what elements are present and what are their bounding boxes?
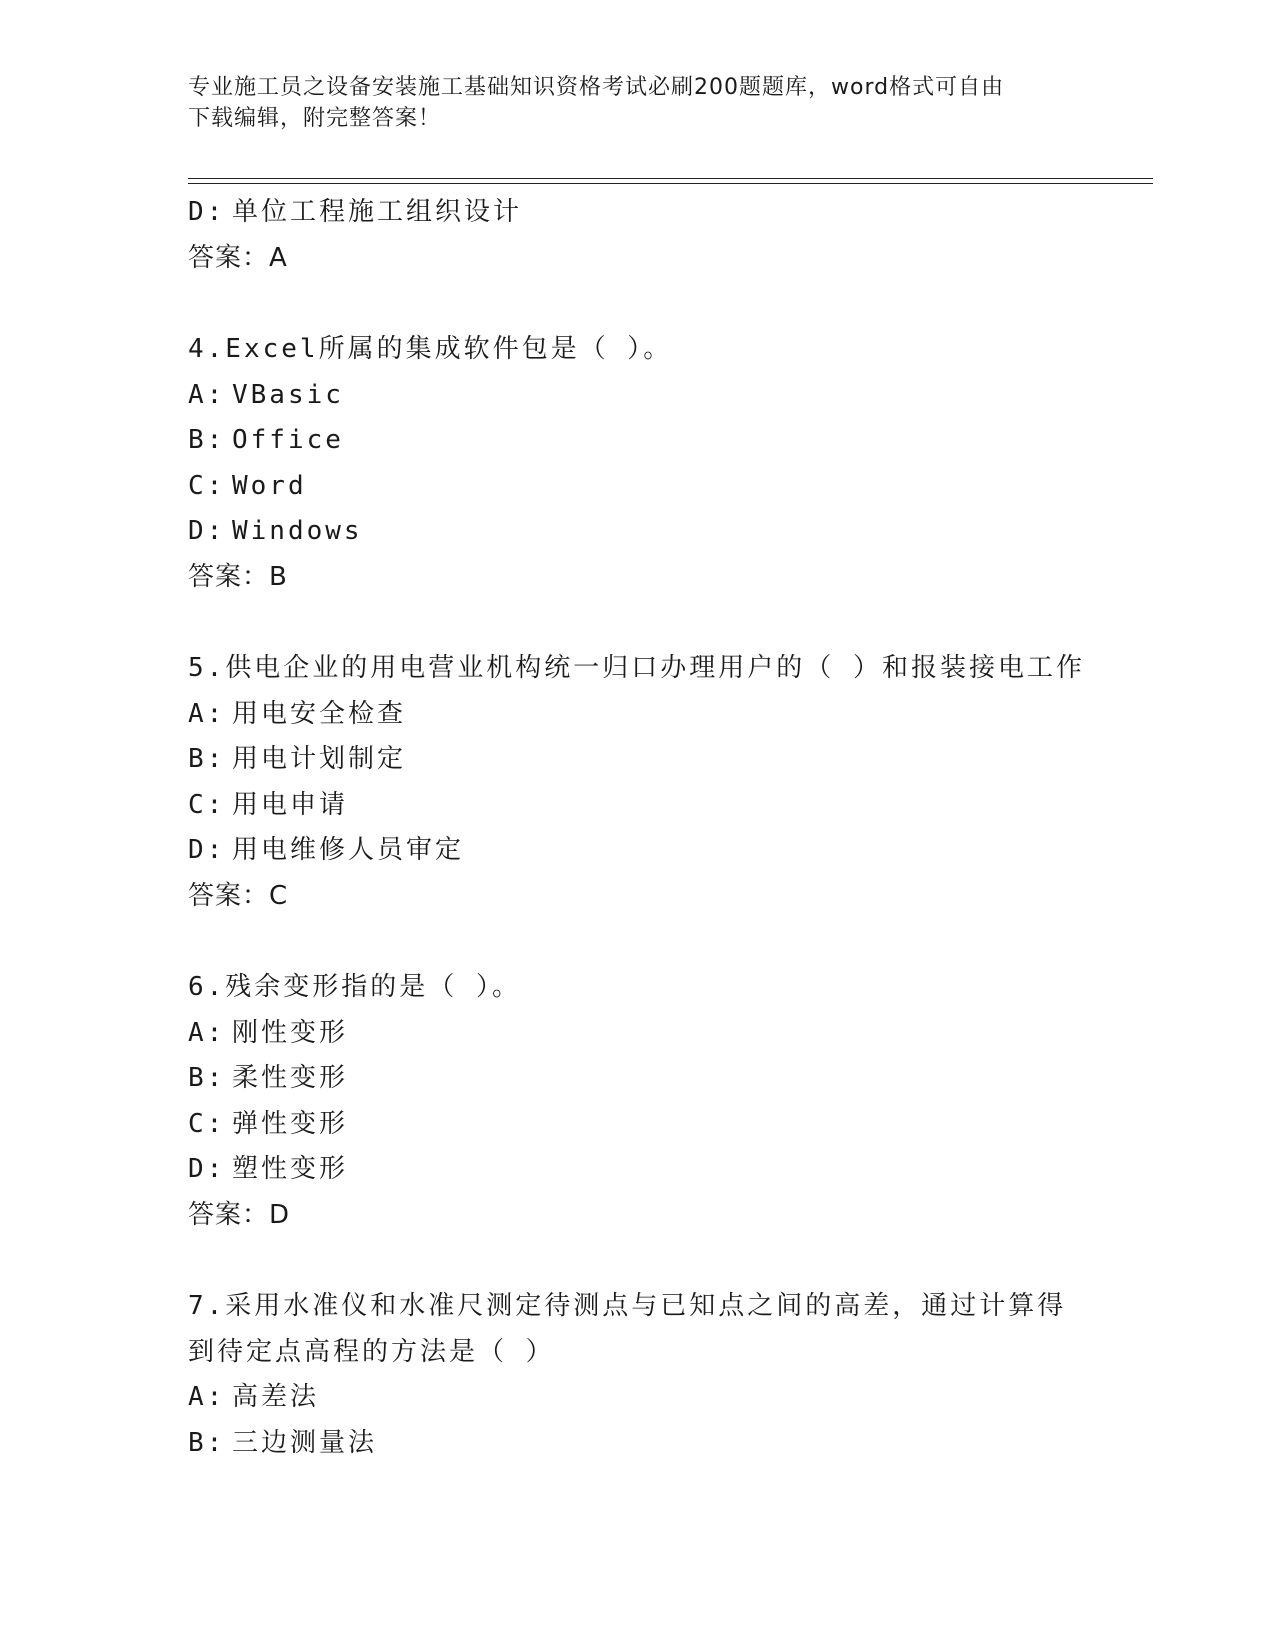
question-5	[188, 646, 1148, 919]
question-7	[188, 1284, 1148, 1466]
option-text: Word	[232, 470, 307, 501]
option-text: 用电申请	[232, 789, 349, 820]
option-text: 弹性变形	[232, 1108, 349, 1139]
spacer	[188, 281, 1148, 327]
option-letter: B:	[188, 1427, 226, 1458]
option-text: 三边测量法	[232, 1427, 378, 1458]
option-d	[188, 828, 1148, 874]
question-4	[188, 327, 1148, 600]
option-letter: C:	[188, 1108, 226, 1139]
option-d	[188, 190, 1148, 236]
option-b	[188, 1421, 1148, 1467]
option-text: 柔性变形	[232, 1063, 349, 1093]
question-list	[188, 190, 1148, 1466]
option-letter: B:	[188, 744, 226, 774]
answer-line: 答案：D	[188, 1199, 291, 1230]
question-title-line-1: 7.采用水准仪和水准尺测定待测点与已知点之间的高差，通过计算得	[188, 1291, 1067, 1321]
option-letter: A:	[188, 1017, 226, 1048]
option-text: Windows	[232, 516, 363, 546]
spacer	[188, 600, 1148, 646]
option-a	[188, 1375, 1148, 1421]
option-a	[188, 373, 1148, 419]
option-a	[188, 1011, 1148, 1057]
spacer	[188, 1238, 1148, 1284]
option-b	[188, 1056, 1148, 1102]
option-d	[188, 509, 1148, 555]
option-text: 刚性变形	[232, 1017, 349, 1048]
option-text: 用电计划制定	[232, 744, 407, 774]
option-letter: B:	[188, 425, 226, 455]
option-text: Office	[232, 425, 344, 455]
option-c	[188, 1102, 1148, 1148]
answer-line: 答案：A	[188, 242, 288, 273]
document-header	[188, 72, 1088, 134]
answer-line: 答案：C	[188, 880, 289, 911]
question-6	[188, 965, 1148, 1238]
question-title-line-2: 到待定点高程的方法是（ ）	[188, 1336, 555, 1367]
option-letter: D:	[188, 516, 226, 546]
option-letter: B:	[188, 1063, 226, 1093]
option-letter: C:	[188, 470, 226, 501]
option-b	[188, 737, 1148, 783]
option-a	[188, 692, 1148, 738]
option-b	[188, 418, 1148, 464]
question-title: 4.Excel所属的集成软件包是（ ）。	[188, 334, 673, 364]
question-title: 6.残余变形指的是（ ）。	[188, 972, 521, 1002]
option-text: 用电安全检查	[232, 698, 407, 729]
option-c	[188, 464, 1148, 510]
option-letter: C:	[188, 789, 226, 820]
option-letter: D:	[188, 835, 226, 865]
option-text: 单位工程施工组织设计	[232, 197, 523, 227]
option-text: VBasic	[232, 379, 344, 410]
question-title: 5.供电企业的用电营业机构统一归口办理用户的（ ）和报装接电工作	[188, 653, 1085, 683]
answer-line: 答案：B	[188, 561, 288, 592]
option-letter: D:	[188, 197, 226, 227]
header-divider-bottom	[188, 183, 1153, 184]
option-text: 高差法	[232, 1382, 320, 1412]
question-3-tail	[188, 190, 1148, 281]
option-text: 塑性变形	[232, 1154, 349, 1184]
option-text: 用电维修人员审定	[232, 835, 465, 865]
spacer	[188, 919, 1148, 965]
option-d	[188, 1147, 1148, 1193]
header-divider-top	[188, 178, 1153, 179]
header-title-line-1: 专业施工员之设备安装施工基础知识资格考试必刷200题题库，word格式可自由	[188, 75, 1005, 100]
option-letter: D:	[188, 1154, 226, 1184]
option-c	[188, 783, 1148, 829]
option-letter: A:	[188, 698, 226, 729]
header-title-line-2: 下载编辑，附完整答案！	[188, 106, 442, 131]
option-letter: A:	[188, 1382, 226, 1412]
option-letter: A:	[188, 379, 226, 410]
